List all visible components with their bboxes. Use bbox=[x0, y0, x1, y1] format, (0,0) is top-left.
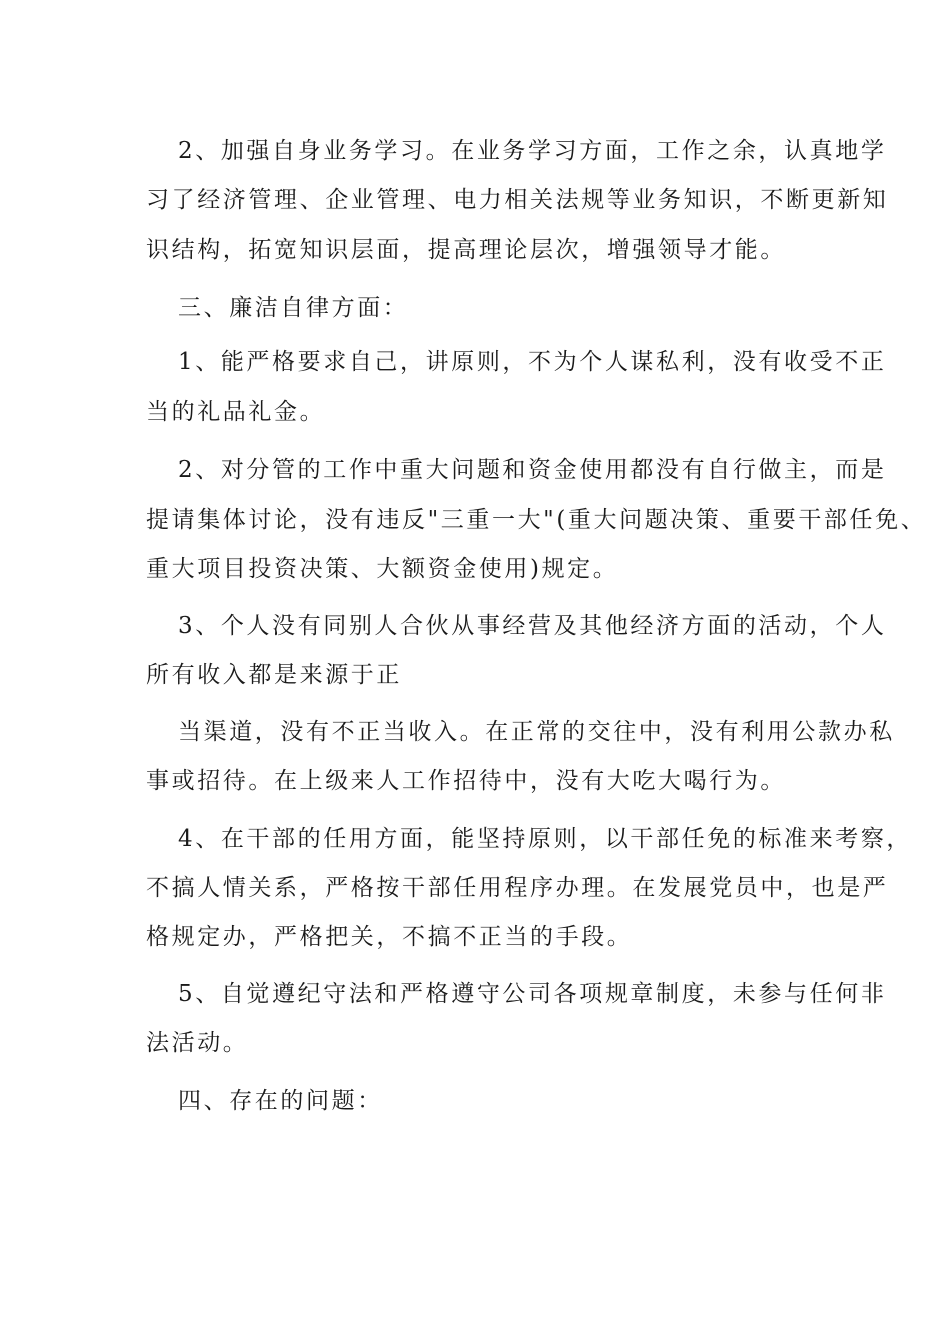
paragraph-line: 2、加强自身业务学习。在业务学习方面，工作之余，认真地学 bbox=[178, 138, 887, 164]
paragraph-line: 识结构，拓宽知识层面，提高理论层次，增强领导才能。 bbox=[146, 237, 786, 263]
paragraph-line: 3、个人没有同别人合伙从事经营及其他经济方面的活动，个人 bbox=[178, 613, 887, 639]
paragraph-line: 当的礼品礼金。 bbox=[146, 399, 326, 425]
paragraph-line: 所有收入都是来源于正 bbox=[146, 662, 402, 688]
paragraph-line: 1、能严格要求自己，讲原则，不为个人谋私利，没有收受不正 bbox=[178, 349, 887, 375]
paragraph-line: 当渠道，没有不正当收入。在正常的交往中，没有利用公款办私 bbox=[178, 719, 895, 745]
paragraph-line: 提请集体讨论，没有违反"三重一大"(重大问题决策、重要干部任免、 bbox=[146, 507, 927, 533]
paragraph-line: 4、在干部的任用方面，能坚持原则，以干部任免的标准来考察， bbox=[178, 826, 913, 852]
paragraph-line: 法活动。 bbox=[146, 1030, 249, 1056]
paragraph-line: 5、自觉遵纪守法和严格遵守公司各项规章制度，未参与任何非 bbox=[178, 981, 887, 1007]
paragraph-line: 事或招待。在上级来人工作招待中，没有大吃大喝行为。 bbox=[146, 768, 786, 794]
section-heading: 三、廉洁自律方面： bbox=[178, 295, 409, 321]
paragraph-line: 不搞人情关系，严格按干部任用程序办理。在发展党员中，也是严 bbox=[146, 875, 889, 901]
paragraph-line: 2、对分管的工作中重大问题和资金使用都没有自行做主，而是 bbox=[178, 457, 887, 483]
paragraph-line: 习了经济管理、企业管理、电力相关法规等业务知识，不断更新知 bbox=[146, 187, 889, 213]
paragraph-line: 格规定办，严格把关，不搞不正当的手段。 bbox=[146, 924, 633, 950]
section-heading: 四、存在的问题： bbox=[178, 1088, 383, 1114]
paragraph-line: 重大项目投资决策、大额资金使用)规定。 bbox=[146, 556, 619, 582]
